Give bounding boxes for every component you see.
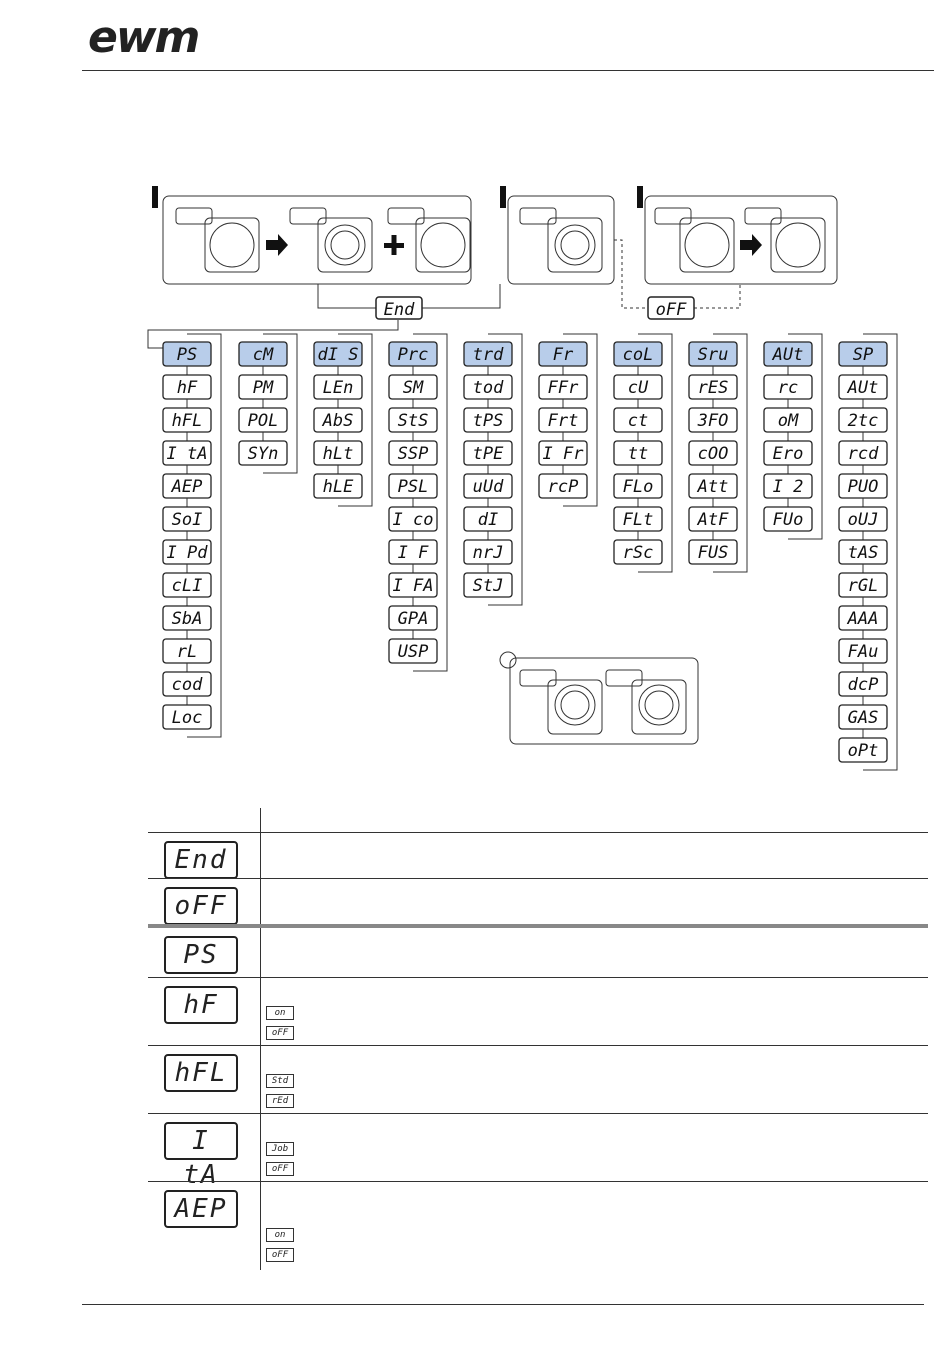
menu-item-label: I tA	[166, 444, 208, 464]
menu-item-label: 3FO	[697, 411, 729, 431]
menu-item-label: cLI	[171, 576, 203, 596]
menu-item-label: I F	[397, 543, 429, 563]
menu-item-label: tPS	[472, 411, 504, 431]
off-box	[648, 297, 694, 320]
menu-head-label: coL	[622, 345, 654, 365]
menu-item-label: USP	[397, 642, 429, 662]
option-value: on	[266, 1006, 294, 1020]
menu-item-label: hLt	[322, 444, 354, 464]
menu-item-label: SoI	[171, 510, 203, 530]
menu-item-label: dcP	[847, 675, 879, 695]
menu-item-label: cod	[171, 675, 203, 695]
menu-item-label: LEn	[322, 378, 354, 398]
menu-item-label: rES	[697, 378, 729, 398]
menu-item-label: rGL	[847, 576, 879, 596]
menu-item-label: ct	[627, 411, 649, 431]
menu-item-label: rL	[176, 642, 198, 662]
menu-item-label: FAu	[847, 642, 879, 662]
menu-item-label: SM	[402, 378, 424, 398]
menu-item-label: SSP	[397, 444, 429, 464]
menu-head-label: Prc	[397, 345, 429, 365]
parameter-code: AEP	[164, 1190, 238, 1228]
menu-item-label: nrJ	[472, 543, 504, 563]
menu-item-label: tt	[627, 444, 649, 464]
access-panel-1	[163, 196, 471, 284]
menu-item-label: I Fr	[542, 444, 584, 464]
menu-item-label: PSL	[397, 477, 429, 497]
menu-item-label: FLt	[622, 510, 654, 530]
menu-item-label: rcP	[547, 477, 579, 497]
menu-item-label: oM	[777, 411, 799, 431]
ewm-logo: ewm	[88, 12, 199, 63]
option-value: oFF	[266, 1162, 294, 1176]
menu-item-label: oUJ	[847, 510, 879, 530]
off-label: oFF	[655, 300, 687, 320]
table-row	[148, 924, 928, 979]
table-row	[148, 977, 928, 1046]
table-row	[148, 1181, 928, 1272]
option-value: oFF	[266, 1248, 294, 1262]
menu-item-label: hFL	[171, 411, 203, 431]
parameter-code: hFL	[164, 1054, 238, 1092]
menu-item-label: AEP	[171, 477, 203, 497]
end-label: End	[383, 300, 415, 320]
menu-item-label: rSc	[622, 543, 654, 563]
menu-item-label: tod	[472, 378, 504, 398]
menu-item-label: oPt	[847, 741, 879, 761]
menu-head-label: Sru	[697, 345, 729, 365]
menu-item-label: I 2	[772, 477, 804, 497]
menu-head-label: SP	[852, 345, 874, 365]
table-row	[148, 832, 928, 879]
menu-item-label: FUo	[772, 510, 804, 530]
menu-item-label: uUd	[472, 477, 504, 497]
menu-item-label: tPE	[472, 444, 504, 464]
menu-item-label: POL	[247, 411, 279, 431]
menu-item-label: AUt	[847, 378, 879, 398]
option-value: on	[266, 1228, 294, 1242]
menu-item-label: 2tc	[847, 411, 879, 431]
menu-item-label: PUO	[847, 477, 879, 497]
menu-item-label: rcd	[847, 444, 879, 464]
menu-item-label: I FA	[392, 576, 434, 596]
option-value: rEd	[266, 1094, 294, 1108]
access-panel-2	[508, 196, 614, 284]
menu-item-label: FFr	[547, 378, 579, 398]
menu-item-label: GAS	[847, 708, 879, 728]
menu-item-label: cU	[627, 378, 649, 398]
menu-item-label: Ero	[772, 444, 804, 464]
menu-item-label: AbS	[322, 411, 354, 431]
menu-item-label: tAS	[847, 543, 879, 563]
menu-item-label: cOO	[697, 444, 729, 464]
table-row	[148, 1113, 928, 1190]
menu-item-label: AtF	[697, 510, 729, 530]
menu-item-label: FUS	[697, 543, 729, 563]
menu-item-label: rc	[777, 378, 799, 398]
menu-item-label: I Pd	[166, 543, 208, 563]
end-box	[376, 297, 422, 320]
menu-head-label: dI S	[317, 345, 359, 365]
menu-item-label: dI	[477, 510, 499, 530]
table-row	[148, 1045, 928, 1114]
table-row	[148, 878, 928, 927]
menu-head-label: Fr	[552, 345, 574, 365]
menu-item-label: I co	[392, 510, 434, 530]
option-value: oFF	[266, 1026, 294, 1040]
menu-head-label: AUt	[772, 345, 804, 365]
menu-item-label: Frt	[547, 411, 579, 431]
parameter-code: PS	[164, 936, 238, 974]
menu-head-label: PS	[176, 345, 198, 365]
parameter-code: End	[164, 841, 238, 879]
menu-head-label: cM	[252, 345, 274, 365]
menu-item-label: StJ	[472, 576, 504, 596]
menu-item-label: PM	[252, 378, 274, 398]
menu-item-label: Att	[697, 477, 729, 497]
menu-item-label: FLo	[622, 477, 654, 497]
menu-head-label: trd	[472, 345, 504, 365]
menu-item-label: SbA	[171, 609, 203, 629]
menu-item-label: Loc	[171, 708, 203, 728]
menu-item-label: hLE	[322, 477, 354, 497]
menu-item-label: StS	[397, 411, 429, 431]
option-value: Job	[266, 1142, 294, 1156]
menu-item-label: GPA	[397, 609, 429, 629]
option-value: Std	[266, 1074, 294, 1088]
parameter-code: I tA	[164, 1122, 238, 1160]
footer-rule	[82, 1304, 924, 1305]
navigation-panel	[510, 658, 698, 744]
menu-item-label: hF	[176, 378, 198, 398]
menu-item-label: AAA	[847, 609, 879, 629]
parameter-code: oFF	[164, 887, 238, 925]
parameter-code: hF	[164, 986, 238, 1024]
menu-item-label: SYn	[247, 444, 279, 464]
